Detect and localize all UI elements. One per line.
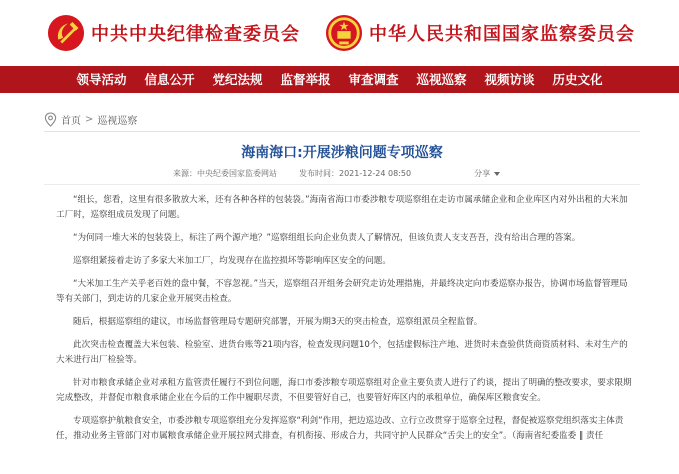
nav-item-information[interactable]: 信息公开 <box>144 72 195 87</box>
article-source: 来源：中央纪委国家监委网站 <box>173 169 277 178</box>
article-meta <box>44 168 640 179</box>
nav-item-report[interactable]: 监督举报 <box>280 72 331 87</box>
location-pin-icon <box>44 112 57 127</box>
chevron-down-icon <box>494 172 500 176</box>
paragraph: 针对市粮食承储企业对承租方监管责任履行不到位问题，海口市委涉粮专项巡察组对企业主要负责人进行了约谈，提出了明确的整改要求，要求限期完成整改，并督促市粮食承储企业在今后的工作中履职尽责，不但要管好自己，也要管好库区内的承租单位，确保库区粮食安全。 <box>56 378 632 403</box>
article-title: 海南海口:开展涉粮问题专项巡察 <box>241 145 443 161</box>
ccdi-title: 中共中央纪律检查委员会 <box>91 24 300 45</box>
breadcrumb-divider <box>44 131 640 132</box>
breadcrumb-home[interactable]: 首页 <box>61 116 81 127</box>
paragraph: 专项巡察护航粮食安全，市委涉粮专项巡察组充分发挥巡察“利剑”作用，把边巡边改、立行立改贯穿于巡察全过程，督促被巡察党组织落实主体责任，推动业务主管部门对市属粮食承储企业开展拉网式排查，有机衔接、形成合力，共同守护人民群众“舌尖上的安全”。（海南省纪委监委 ‖ 责任 <box>56 416 624 441</box>
breadcrumb-separator: > <box>85 114 94 125</box>
paragraph: “大米加工生产关乎老百姓的盘中餐，不容忽视。”当天，巡察组召开组务会研究走访处理措施，并最终决定向市委巡察办报告，协调市场监督管理局等有关部门，到走访的几家企业开展突击检查。 <box>56 279 628 304</box>
nav-item-inspection[interactable]: 巡视巡察 <box>416 72 467 87</box>
nsc-title: 中华人民共和国国家监察委员会 <box>369 24 635 45</box>
meta-divider <box>44 184 640 185</box>
nav-item-investigation[interactable]: 审查调查 <box>348 72 399 87</box>
paragraph: 巡察组紧接着走访了多家大米加工厂，均发现存在监控损坏等影响库区安全的问题。 <box>73 256 391 266</box>
nav-item-history[interactable]: 历史文化 <box>552 72 603 87</box>
nsc-logo[interactable] <box>325 14 635 52</box>
article-body <box>56 193 632 452</box>
ccdi-logo[interactable] <box>47 14 300 52</box>
nav-item-regulations[interactable]: 党纪法规 <box>212 72 263 87</box>
paragraph: 随后，根据巡察组的建议，市场监督管理局专题研究部署，开展为期3天的突击检查，巡察组派员全程监督。 <box>73 317 483 327</box>
site-header <box>0 0 679 66</box>
nav-item-video[interactable]: 视频访谈 <box>484 72 535 87</box>
national-emblem-icon <box>325 14 363 52</box>
main-nav <box>0 66 679 93</box>
nav-item-leadership[interactable]: 领导活动 <box>76 72 127 87</box>
breadcrumb <box>44 112 137 127</box>
paragraph: “组长，您看，这里有很多散放大米，还有各种各样的包装袋。”海南省海口市委涉粮专项巡察组在走访市属承储企业和企业库区内对外出租的大米加工厂时，巡察组成员发现了问题。 <box>56 195 628 220</box>
breadcrumb-current[interactable]: 巡视巡察 <box>97 116 138 127</box>
paragraph: 此次突击检查覆盖大米包装、检验室、进货台账等21项内容，检查发现问题10个，包括虚假标注产地、进货时未查验供货商资质材料、未对生产的大米进行出厂检验等。 <box>56 340 628 365</box>
party-emblem-icon <box>47 14 85 52</box>
share-button[interactable] <box>474 168 500 179</box>
article-published-time: 发布时间：2021-12-24 08:50 <box>299 169 412 178</box>
paragraph: “为何同一堆大米的包装袋上，标注了两个源产地？”巡察组组长向企业负责人了解情况，但该负责人支支吾吾，没有给出合理的答案。 <box>73 233 581 243</box>
share-label: 分享 <box>474 169 491 178</box>
